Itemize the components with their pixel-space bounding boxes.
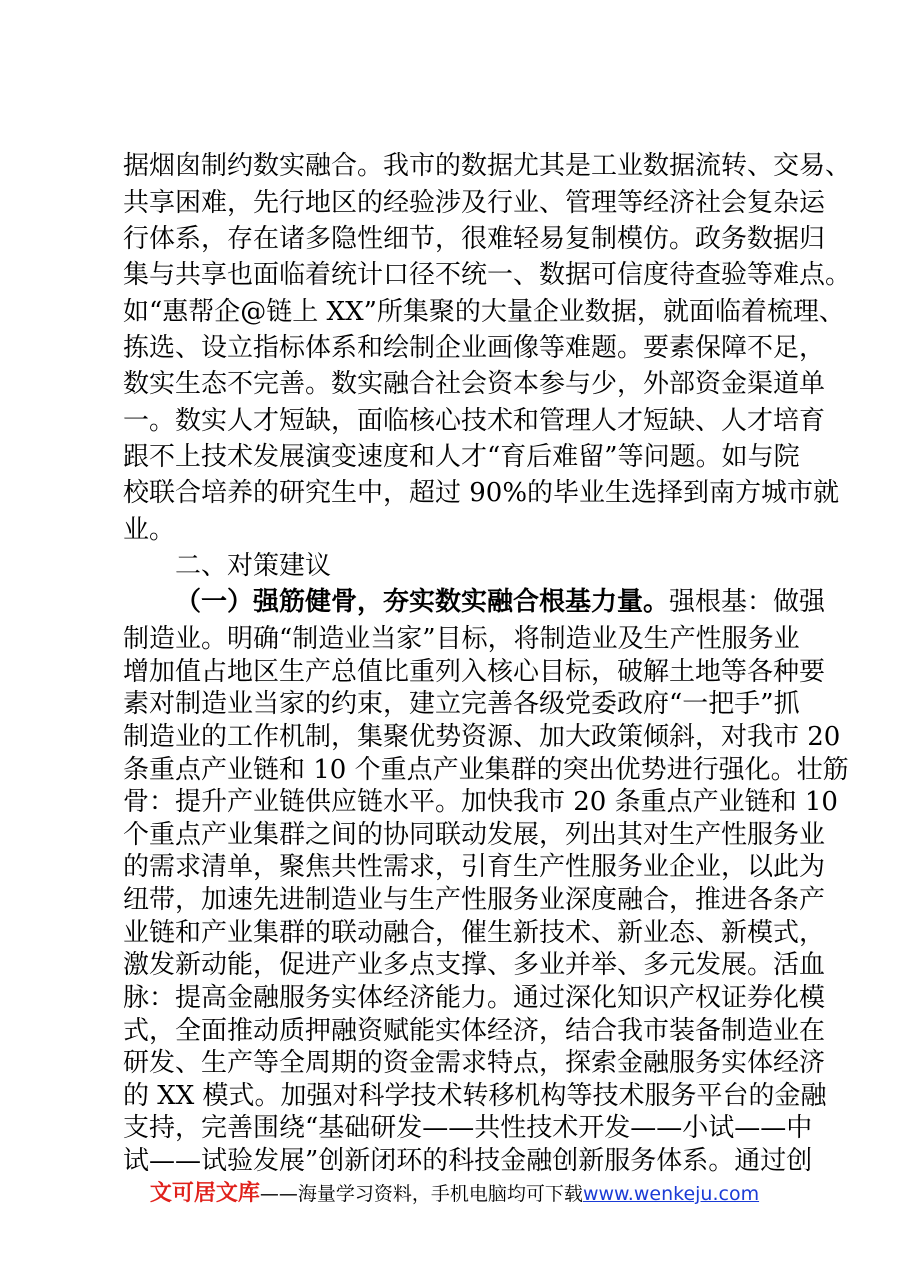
sub-heading-line xyxy=(175,586,826,618)
sub-heading-tail: 强根基：做强 xyxy=(669,587,826,617)
body-line: 行体系，存在诸多隐性细节，很难轻易复制模仿。政务数据归 xyxy=(123,224,826,254)
body-line: 条重点产业链和 10 个重点产业集群的突出优势进行强化。壮筋 xyxy=(123,755,849,785)
body-line: 个重点产业集群之间的协同联动发展，列出其对生产性服务业 xyxy=(123,820,826,850)
body-line: 跟不上技术发展演变速度和人才“育后难留”等问题。如与院 xyxy=(123,442,800,472)
body-line: 拣选、设立指标体系和绘制企业画像等难题。要素保障不足， xyxy=(123,333,826,363)
footer-banner xyxy=(0,1180,909,1208)
body-line: 集与共享也面临着统计口径不统一、数据可信度待查验等难点。 xyxy=(123,260,852,290)
body-line: 制造业。明确“制造业当家”目标，将制造业及生产性服务业 xyxy=(123,624,800,654)
sub-heading: （一）强筋健骨，夯实数实融合根基力量。 xyxy=(175,587,670,617)
body-line: 数实生态不完善。数实融合社会资本参与少，外部资金渠道单 xyxy=(123,369,826,399)
footer-brand: 文可居文库 xyxy=(149,1181,260,1206)
body-line: 的需求清单，聚焦共性需求，引育生产性服务业企业，以此为 xyxy=(123,852,826,882)
body-line: 支持，完善围绕“基础研发——共性技术开发——小试——中 xyxy=(123,1113,813,1143)
body-line: 纽带，加速先进制造业与生产性服务业深度融合，推进各条产 xyxy=(123,885,826,915)
body-line: 据烟囱制约数实融合。我市的数据尤其是工业数据流转、交易、 xyxy=(123,151,852,181)
body-line: 的 XX 模式。加强对科学技术转移机构等技术服务平台的金融 xyxy=(123,1081,827,1111)
body-line: 共享困难，先行地区的经验涉及行业、管理等经济社会复杂运 xyxy=(123,188,826,218)
body-line: 一。数实人才短缺，面临核心技术和管理人才短缺、人才培育 xyxy=(123,406,826,436)
body-line: 制造业的工作机制，集聚优势资源、加大政策倾斜，对我市 20 xyxy=(123,722,841,752)
body-line: 业。 xyxy=(123,515,176,545)
body-line: 激发新动能，促进产业多点支撑、多业并举、多元发展。活血 xyxy=(123,950,826,980)
body-line: 骨：提升产业链供应链水平。加快我市 20 条重点产业链和 10 xyxy=(123,787,838,817)
body-line: 研发、生产等全周期的资金需求特点，探索金融服务实体经济 xyxy=(123,1048,826,1078)
body-line: 如“惠帮企@链上 XX”所集聚的大量企业数据，就面临着梳理、 xyxy=(123,297,845,327)
body-line: 素对制造业当家的约束，建立完善各级党委政府“一把手”抓 xyxy=(123,689,800,719)
footer-slogan: ——海量学习资料，手机电脑均可下载 xyxy=(259,1183,583,1205)
body-line: 增加值占地区生产总值比重列入核心目标，破解土地等各种要 xyxy=(123,657,826,687)
footer-link[interactable]: www.wenkeju.com xyxy=(582,1183,760,1205)
body-line: 脉：提高金融服务实体经济能力。通过深化知识产权证券化模 xyxy=(123,983,826,1013)
body-line: 式，全面推动质押融资赋能实体经济，结合我市装备制造业在 xyxy=(123,1016,826,1046)
body-line: 校联合培养的研究生中，超过 90%的毕业生选择到南方城市就 xyxy=(123,478,840,508)
body-line: 业链和产业集群的联动融合，催生新技术、新业态、新模式， xyxy=(123,918,826,948)
body-line: 试——试验发展”创新闭环的科技金融创新服务体系。通过创 xyxy=(123,1146,813,1176)
section-heading: 二、对策建议 xyxy=(175,551,332,581)
